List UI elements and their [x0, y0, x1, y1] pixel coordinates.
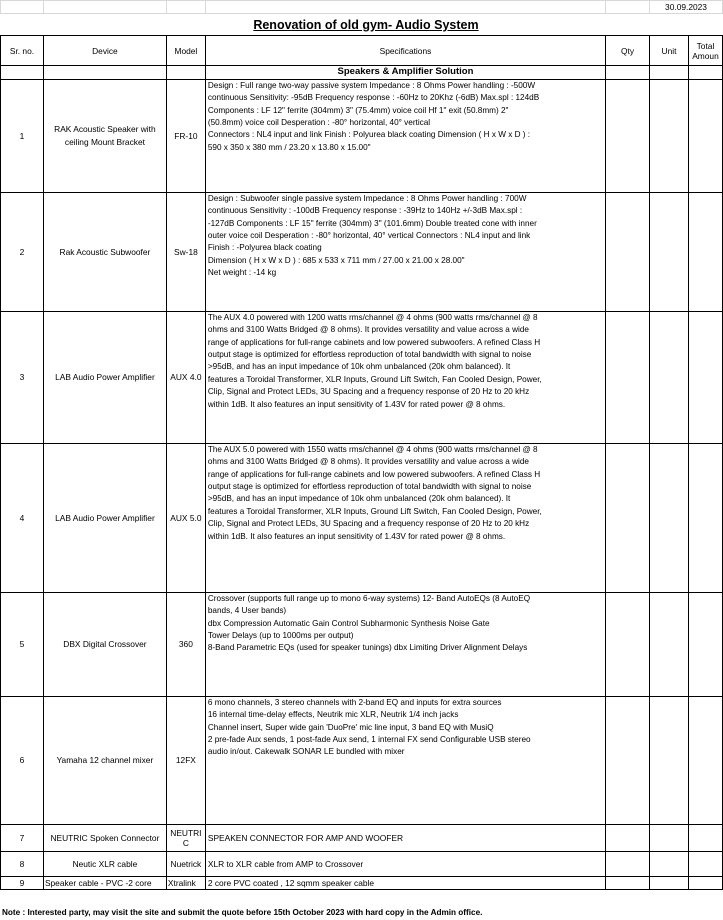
header-total: Total Amoun: [688, 36, 722, 66]
row-model: FR-10: [166, 79, 205, 192]
row-sr: 2: [1, 192, 44, 311]
row-qty: [606, 79, 650, 192]
page-title: Renovation of old gym- Audio System: [253, 17, 479, 32]
row-spec: The AUX 5.0 powered with 1550 watts rms/channel @ 4 ohms (900 watts rms/channel @ 8 ohms and 3100 Watts Bridged @ 8 ohms). It provides versatility and value across a wide range of applications for full-range cabinets and low powered subwoofers. A refined Class H output stage is optimized for effortless reproduction of total bandwidth with signal to noise >95dB, and has an input impedance of 10k ohm unbalanced (20k ohm balanced). It features a Toroidal Transformer, XLR Inputs, Ground Lift Switch, Fan Cooled Design, Power, Clip, Signal and Protect LEDs, 3U Spacing and a frequency response of 20 Hz to 20 kHz within 1dB. It also features an input sensitivity of 1.43V for rated power @ 8 ohms.: [205, 443, 605, 592]
row-spec: Design : Subwoofer single passive system Impedance : 8 Ohms Power handling : 700W continuous Sensitivity : -100dB Frequency response : -39Hz to 140Hz +/-3dB Max.spl : -127dB Components : LF 15" ferrite (304mm) 3" (101.6mm) Double treated cone with inner outer voice coil Desperation : -80° horizontal, 40° vertical Connectors : NL4 input and link Finish : -Polyurea black coating Dimension ( H x W x D ) : 685 x 533 x 711 mm / 27.00 x 21.00 x 28.00" Net weight : -14 kg: [205, 192, 605, 311]
row-sr: 6: [1, 696, 44, 824]
row-device: LAB Audio Power Amplifier: [43, 443, 166, 592]
table-row: [1, 876, 723, 889]
row-device: NEUTRIC Spoken Connector: [43, 824, 166, 851]
header-qty: Qty: [606, 36, 650, 66]
row-model: NEUTRIC: [166, 824, 205, 851]
row-total: [688, 876, 722, 889]
row-total: [688, 851, 722, 876]
row-device: Speaker cable - PVC -2 core: [43, 876, 166, 889]
table-row: [1, 592, 723, 696]
date-cell: 30.09.2023: [650, 1, 723, 14]
row-model: Sw-18: [166, 192, 205, 311]
row-spec: 2 core PVC coated , 12 sqmm speaker cable: [205, 876, 605, 889]
row-qty: [606, 851, 650, 876]
table-row: [1, 192, 723, 311]
row-unit: [650, 824, 689, 851]
row-unit: [650, 311, 689, 443]
header-spec: Specifications: [205, 36, 605, 66]
row-model: 360: [166, 592, 205, 696]
row-sr: 7: [1, 824, 44, 851]
table-row: [1, 311, 723, 443]
row-sr: 5: [1, 592, 44, 696]
row-device: Rak Acoustic Subwoofer: [43, 192, 166, 311]
row-model: Nuetrick: [166, 851, 205, 876]
header-model: Model: [166, 36, 205, 66]
header-device: Device: [43, 36, 166, 66]
row-device: RAK Acoustic Speaker with ceiling Mount Bracket: [43, 79, 166, 192]
row-device: LAB Audio Power Amplifier: [43, 311, 166, 443]
row-sr: 3: [1, 311, 44, 443]
row-total: [688, 443, 722, 592]
table-row: [1, 79, 723, 192]
row-total: [688, 79, 722, 192]
row-unit: [650, 443, 689, 592]
row-sr: 9: [1, 876, 44, 889]
row-unit: [650, 79, 689, 192]
row-total: [688, 824, 722, 851]
table-row: [1, 851, 723, 876]
row-unit: [650, 592, 689, 696]
row-device: Neutic XLR cable: [43, 851, 166, 876]
row-unit: [650, 192, 689, 311]
row-qty: [606, 876, 650, 889]
row-unit: [650, 876, 689, 889]
table-row: [1, 824, 723, 851]
row-unit: [650, 696, 689, 824]
row-qty: [606, 592, 650, 696]
row-unit: [650, 851, 689, 876]
section-title: Speakers & Amplifier Solution: [205, 66, 605, 79]
table-row: [1, 696, 723, 824]
header-sr: Sr. no.: [1, 36, 44, 66]
row-model: AUX 4.0: [166, 311, 205, 443]
row-sr: 8: [1, 851, 44, 876]
row-qty: [606, 192, 650, 311]
row-device: DBX Digital Crossover: [43, 592, 166, 696]
row-model: AUX 5.0: [166, 443, 205, 592]
row-spec: Crossover (supports full range up to mono 6-way systems) 12- Band AutoEQs (8 AutoEQ bands, 4 User bands) dbx Compression Automatic Gain Control Subharmonic Synthesis Noise Gate Tower Delays (up to 1000ms per output) 8-Band Parametric EQs (used for speaker tunings) dbx Limiting Driver Alignment Delays: [205, 592, 605, 696]
row-qty: [606, 696, 650, 824]
row-model: 12FX: [166, 696, 205, 824]
row-total: [688, 192, 722, 311]
table-row: [1, 443, 723, 592]
row-spec: XLR to XLR cable from AMP to Crossover: [205, 851, 605, 876]
header-row: [1, 36, 723, 66]
row-total: [688, 592, 722, 696]
row-sr: 1: [1, 79, 44, 192]
footer-note: Note : Interested party, may visit the site and submit the quote before 15th October 2023 with hard copy in the Admin office.: [2, 908, 483, 917]
row-device: Yamaha 12 channel mixer: [43, 696, 166, 824]
row-spec: 6 mono channels, 3 stereo channels with 2-band EQ and inputs for extra sources 16 internal time-delay effects, Neutrik mic XLR, Neutrik 1/4 inch jacks Channel insert, Super wide gain 'DuoPre' mic line input, 3 band EQ with MusiQ 2 pre-fade Aux sends, 1 post-fade Aux send, 1 internal FX send Configurable USB stereo audio in/out. Cakewalk SONAR LE bundled with mixer: [205, 696, 605, 824]
header-unit: Unit: [650, 36, 689, 66]
row-total: [688, 311, 722, 443]
row-spec: The AUX 4.0 powered with 1200 watts rms/channel @ 4 ohms (900 watts rms/channel @ 8 ohms and 3100 Watts Bridged @ 8 ohms). It provides versatility and value across a wide range of applications for full-range cabinets and low powered subwoofers. A refined Class H output stage is optimized for effortless reproduction of total bandwidth with signal to noise >95dB, and has an input impedance of 10k ohm unbalanced (20k ohm balanced). It features a Toroidal Transformer, XLR Inputs, Ground Lift Switch, Fan Cooled Design, Power, Clip, Signal and Protect LEDs, 3U Spacing and a frequency response of 20 Hz to 20 kHz within 1dB. It also features an input sensitivity of 1.43V for rated power @ 8 ohms.: [205, 311, 605, 443]
row-qty: [606, 311, 650, 443]
row-spec: Design : Full range two-way passive system Impedance : 8 Ohms Power handling : -500W continuous Sensitivity: -95dB Frequency response : -60Hz to 20Khz (-6dB) Max.spl : 124dB Components : LF 12" ferrite (304mm) 3" (75.4mm) voice coil Hf 1" exit (50.8mm) 2" (50.8mm) voice coil Desperation : -80° horizontal, 40° vertical Connectors : NL4 input and link Finish : Polyurea black coating Dimension ( H x W x D ) : 590 x 350 x 380 mm / 23.20 x 13.80 x 15.00": [205, 79, 605, 192]
row-model: Xtralink: [166, 876, 205, 889]
row-sr: 4: [1, 443, 44, 592]
row-qty: [606, 824, 650, 851]
row-total: [688, 696, 722, 824]
row-spec: SPEAKEN CONNECTOR FOR AMP AND WOOFER: [205, 824, 605, 851]
row-qty: [606, 443, 650, 592]
